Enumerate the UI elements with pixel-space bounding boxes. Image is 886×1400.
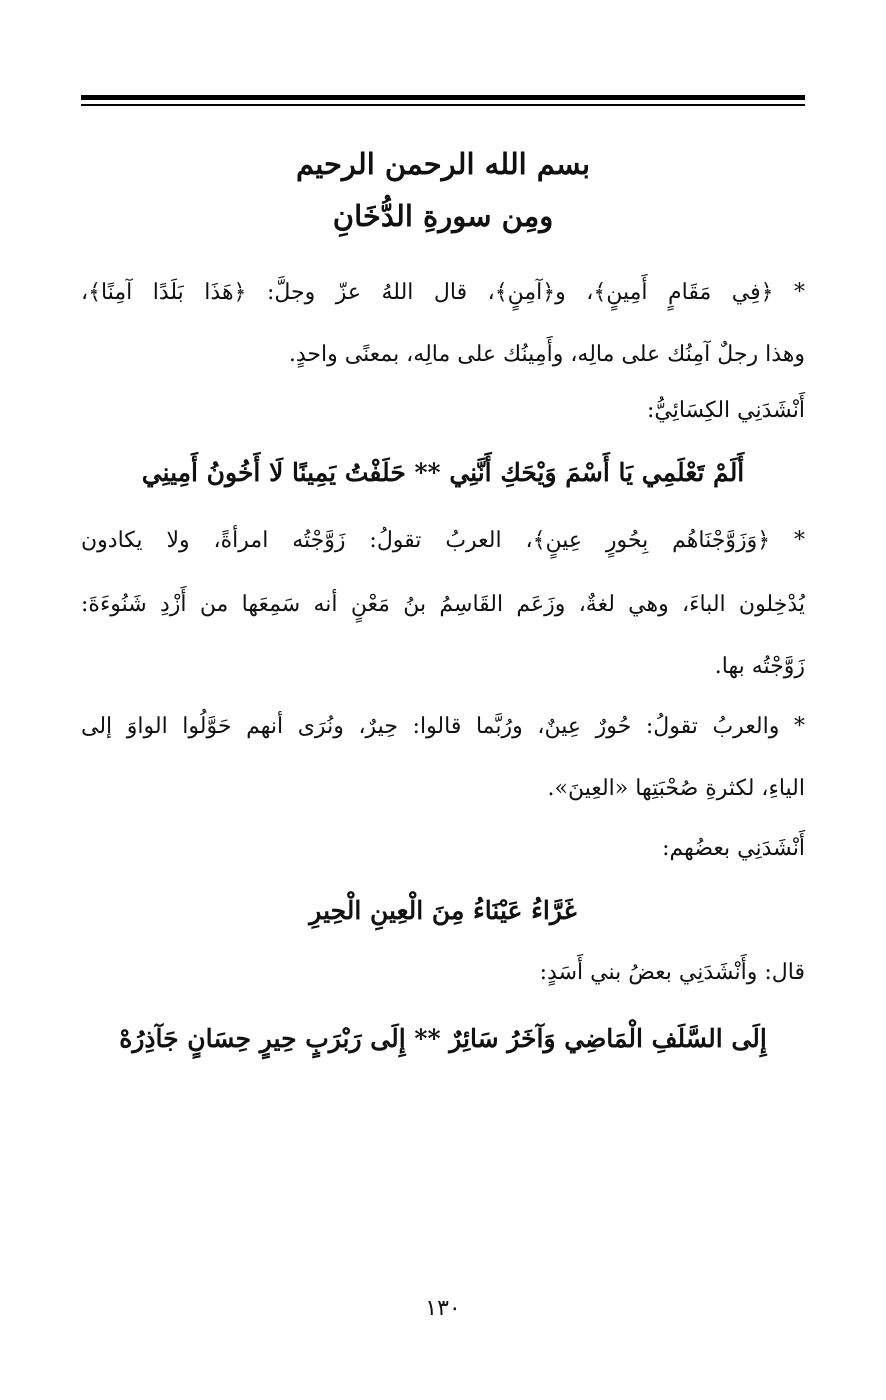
verse-2: غَرَّاءُ عَيْنَاءُ مِنَ الْعِينِ الْحِيرِ — [309, 896, 577, 925]
verse-3: إِلَى السَّلَفِ الْمَاضِي وَآخَرُ سَائِرٌ ** إِلَى رَبْرَبٍ حِيرٍ حِسَانٍ جَآذِرُهْ — [119, 1024, 767, 1053]
paragraph1-line1: * ﴿فِي مَقَامٍ أَمِينٍ﴾، و﴿آمِنٍ﴾، قال اللهُ عزّ وجلَّ: ﴿هَذَا بَلَدًا آمِنًا﴾، — [81, 280, 805, 305]
attribution-kisai: أَنْشَدَنِي الكِسَائِيُّ: — [646, 398, 805, 423]
paragraph2-line3: زَوَّجْتُه بها. — [714, 654, 805, 679]
basmala: بسم الله الرحمن الرحيم — [295, 147, 591, 181]
paragraph2-line2: يُدْخِلون الباءَ، وهي لغةٌ، وزَعَم القَاسِمُ بنُ مَعْنٍ أنه سَمِعَها من أَزْدِ شَنُوءَةَ: — [81, 592, 805, 617]
paragraph3-line1: * والعربُ تقولُ: حُورٌ عِينٌ، ورُبَّما قالوا: حِيرٌ، ونُرَى أنهم حَوَّلُوا الواوَ إلى — [81, 714, 805, 739]
paragraph1-line2: وهذا رجلٌ آمِنُك على مالِه، وأَمِينُك على مالِه، بمعنًى واحدٍ. — [288, 342, 805, 367]
attribution-bani-asad: قال: وأَنْشَدَنِي بعضُ بني أَسَدٍ: — [539, 960, 805, 985]
attribution-some: أَنْشَدَنِي بعضُهم: — [662, 836, 805, 861]
paragraph3-line2: الياءِ، لكثرةِ صُحْبَتِها «العِينَ». — [547, 776, 805, 801]
verse-1: أَلَمْ تَعْلَمِي يَا أَسْمَ وَيْحَكِ أَنَّنِي ** حَلَفْتُ يَمِينًا لَا أَخُونُ أَمِينِي — [141, 458, 745, 487]
paragraph2-line1: * ﴿وَزَوَّجْنَاهُم بِحُورٍ عِينٍ﴾، العربُ تقولُ: زَوَّجْتُه امرأةً، ولا يكادون — [81, 528, 805, 553]
surah-title: ومِن سورةِ الدُّخَانِ — [332, 199, 554, 233]
page-number: ١٣٠ — [425, 1296, 461, 1321]
top-rule-thick — [81, 95, 805, 100]
top-rule-thin — [81, 104, 805, 106]
